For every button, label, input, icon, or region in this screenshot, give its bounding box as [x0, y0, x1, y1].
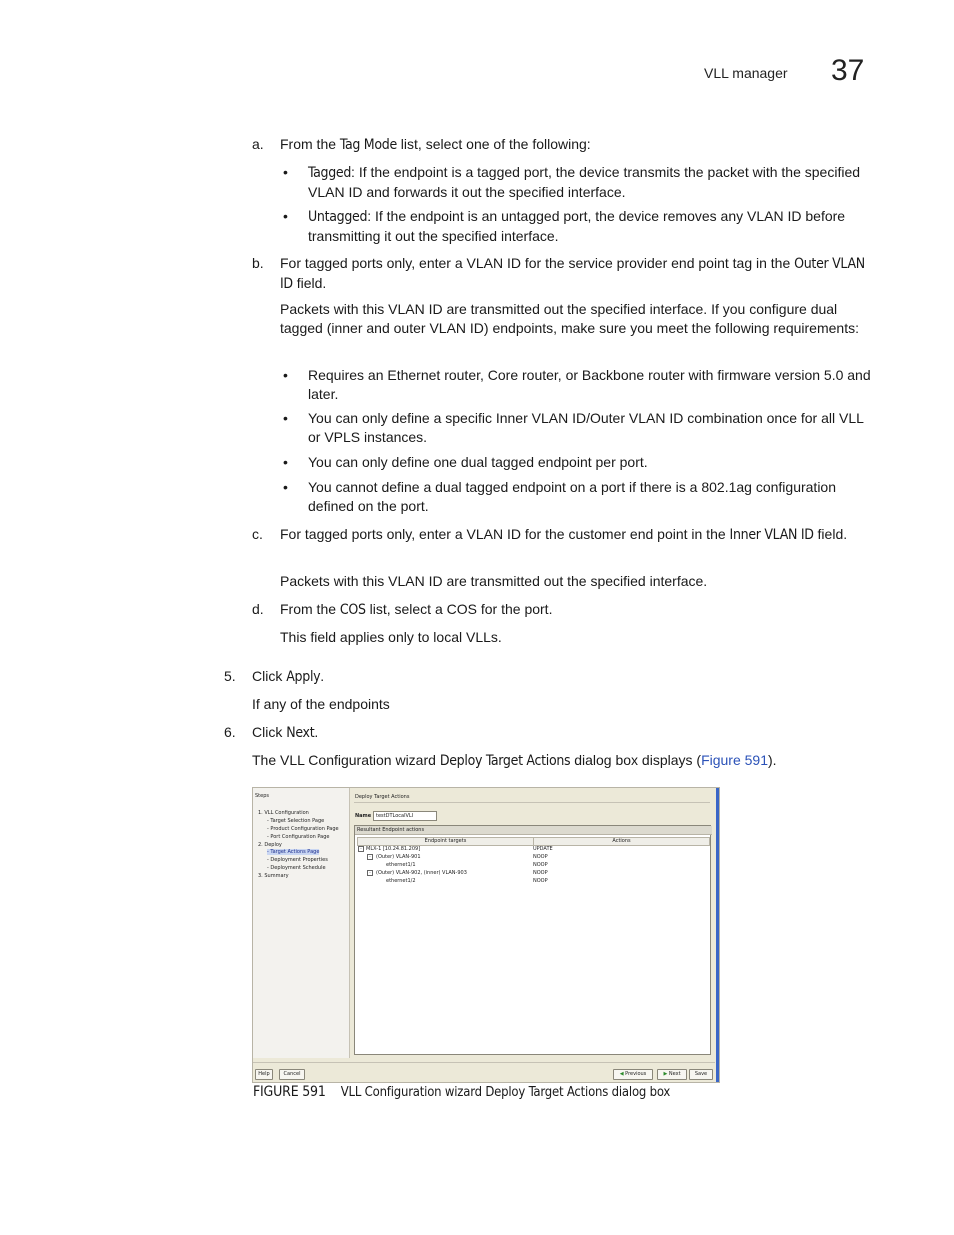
row-action: NOOP: [533, 854, 548, 860]
ui-term: Tag Mode: [339, 137, 397, 153]
bullet-dot: •: [283, 454, 288, 470]
step-item[interactable]: 2. Deploy: [258, 842, 282, 848]
column-header-targets[interactable]: Endpoint targets: [357, 837, 534, 846]
next-button[interactable]: ▶ Next: [657, 1069, 687, 1080]
bullet-dot: •: [283, 410, 288, 426]
bullet-requirement-3: You can only define one dual tagged endpoint per port.: [308, 454, 648, 470]
step-marker-d: d.: [252, 601, 264, 617]
running-header-title: VLL manager: [704, 65, 788, 81]
step-5-text: Click Apply.: [252, 668, 325, 685]
endpoint-table: [354, 825, 711, 1055]
step-d-text: From the COS list, select a COS for the port.: [280, 601, 553, 618]
steps-panel: [253, 788, 350, 1058]
row-action: NOOP: [533, 862, 548, 868]
chapter-number: 37: [831, 54, 865, 87]
panel-title: Deploy Target Actions: [355, 794, 410, 800]
row-target[interactable]: (Outer) VLAN-902, (inner) VLAN-903: [376, 870, 467, 876]
step-marker-a: a.: [252, 136, 264, 152]
main-panel: [351, 788, 715, 1058]
paragraph-endpoints: If any of the endpoints: [252, 696, 390, 712]
step-marker-b: b.: [252, 255, 264, 271]
row-target[interactable]: ethernet1/1: [386, 862, 416, 868]
paragraph-wizard: The VLL Configuration wizard Deploy Target Actions dialog box displays (Figure 591).: [252, 752, 777, 769]
step-item[interactable]: 1. VLL Configuration: [258, 810, 309, 816]
bullet-dot: •: [283, 479, 288, 495]
bullet-dot: •: [283, 367, 288, 383]
row-action: UPDATE: [533, 846, 553, 852]
cancel-button[interactable]: Cancel: [279, 1069, 305, 1080]
bullet-requirement-2: You can only define a specific Inner VLAN ID/Outer VLAN ID combination once for all VLL or VPLS instances.: [308, 410, 864, 445]
help-button[interactable]: Help: [255, 1069, 273, 1080]
column-header-actions[interactable]: Actions: [533, 837, 710, 846]
step-item[interactable]: - Port Configuration Page: [267, 834, 330, 840]
step-marker-c: c.: [252, 526, 263, 542]
bullet-tagged: Tagged: If the endpoint is a tagged port, the device transmits the packet with the specified VLAN ID and forwards it out the specified interface.: [308, 164, 861, 200]
bullet-requirement-4: You cannot define a dual tagged endpoint on a port if there is a 802.1ag configuration defined on the port.: [308, 479, 837, 514]
tree-toggle-icon[interactable]: -: [358, 846, 364, 852]
separator: [354, 802, 710, 803]
step-marker-6: 6.: [224, 724, 236, 740]
step-item[interactable]: 3. Summary: [258, 873, 289, 879]
paragraph-inner-vlan: Packets with this VLAN ID are transmitted out the specified interface.: [280, 573, 708, 589]
steps-title: Steps: [255, 793, 269, 799]
paragraph-dual-tagged: Packets with this VLAN ID are transmitted out the specified interface. If you configure dual tagged (inner and outer VLAN ID) endpoints, make sure you meet the following requirements:: [280, 301, 859, 336]
bullet-dot: •: [283, 208, 288, 224]
previous-button[interactable]: ◀ Previous: [613, 1069, 653, 1080]
paragraph-local-vlls: This field applies only to local VLLs.: [280, 629, 502, 645]
tree-toggle-icon[interactable]: -: [367, 870, 373, 876]
row-action: NOOP: [533, 870, 548, 876]
row-target[interactable]: ethernet1/2: [386, 878, 416, 884]
step-marker-5: 5.: [224, 668, 236, 684]
figure-label: FIGURE 591: [253, 1084, 326, 1100]
bullet-requirement-1: Requires an Ethernet router, Core router, or Backbone router with firmware version 5.0 and later.: [308, 367, 871, 402]
step-a-text: From the Tag Mode list, select one of the following:: [280, 136, 591, 153]
name-field[interactable]: testDTLocalVLI: [373, 811, 437, 821]
step-item[interactable]: - Target Selection Page: [267, 818, 325, 824]
tree-toggle-icon[interactable]: -: [367, 854, 373, 860]
name-label: Name: [355, 813, 372, 819]
step-item-active[interactable]: - Target Actions Page: [267, 849, 320, 855]
step-item[interactable]: - Product Configuration Page: [267, 826, 339, 832]
arrow-right-icon: ▶: [663, 1071, 668, 1077]
figure-link[interactable]: Figure 591: [701, 752, 768, 768]
bullet-dot: •: [283, 164, 288, 180]
step-b-text: For tagged ports only, enter a VLAN ID for the service provider end point tag in the Outer VLAN ID field.: [280, 255, 865, 292]
arrow-left-icon: ◀: [619, 1071, 624, 1077]
step-6-text: Click Next.: [252, 724, 319, 741]
row-target[interactable]: (Outer) VLAN-901: [376, 854, 421, 860]
dialog-footer: [253, 1062, 715, 1083]
save-button[interactable]: Save: [689, 1069, 713, 1080]
step-item[interactable]: - Deployment Properties: [267, 857, 328, 863]
row-target[interactable]: MLX-1 [10.24.81.209]: [366, 846, 421, 852]
bullet-untagged: Untagged: If the endpoint is an untagged port, the device removes any VLAN ID before transmitting it out the specified interface.: [308, 208, 846, 244]
scrollbar[interactable]: [716, 788, 719, 1082]
row-action: NOOP: [533, 878, 548, 884]
dialog-screenshot: [252, 787, 720, 1083]
step-c-text: For tagged ports only, enter a VLAN ID for the customer end point in the Inner VLAN ID field.: [280, 526, 848, 543]
table-title: Resultant Endpoint actions: [355, 826, 712, 835]
figure-caption: [253, 1084, 670, 1100]
figure-caption-text: VLL Configuration wizard Deploy Target Actions dialog box: [340, 1085, 671, 1100]
step-item[interactable]: - Deployment Schedule: [267, 865, 326, 871]
